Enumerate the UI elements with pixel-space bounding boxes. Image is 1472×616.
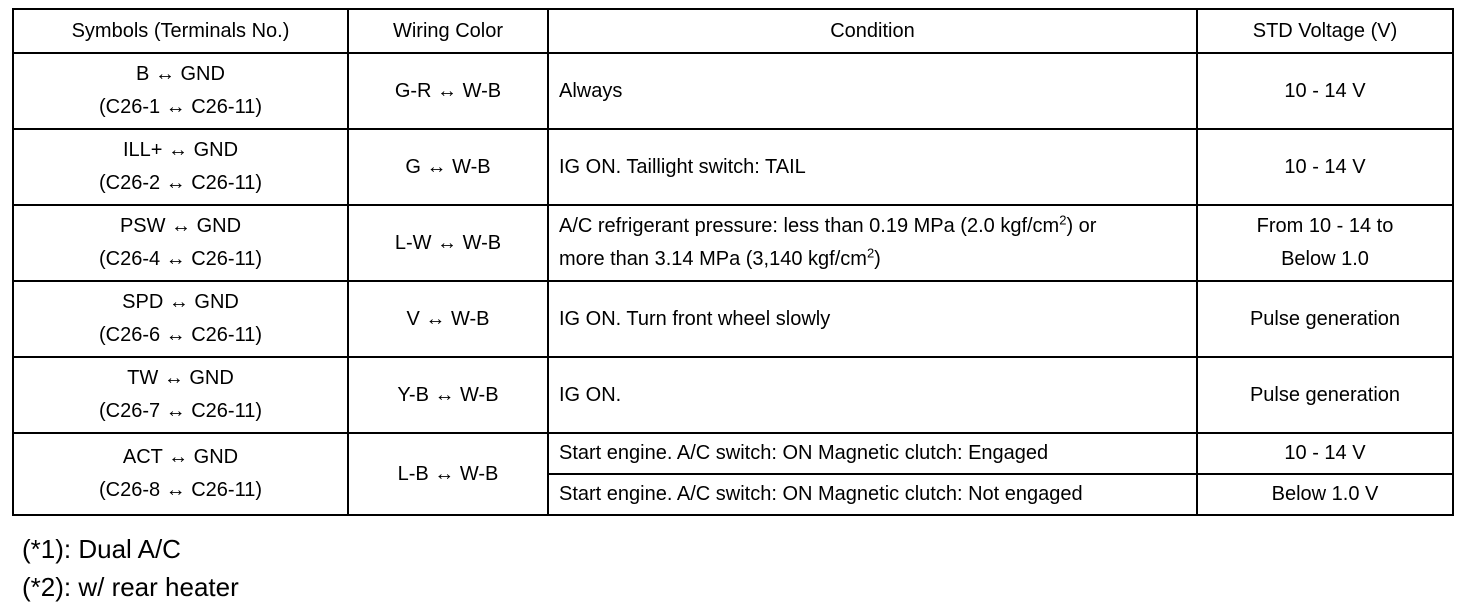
condition-cell: IG ON. Turn front wheel slowly (548, 281, 1197, 357)
voltage-line-2: Below 1.0 (1281, 248, 1369, 270)
footnote-rear-heater: (*2): w/ rear heater (22, 572, 239, 602)
wiring-cell: V ↔ W-B (348, 281, 548, 357)
table-row (13, 357, 1453, 433)
terminal-text: (C26-8 ↔ C26-11) (98, 479, 263, 501)
condition-line-2 (559, 243, 1186, 276)
voltage-cell: 10 - 14 V (1197, 129, 1453, 205)
table-row (13, 205, 1453, 281)
wiring-cell: G ↔ W-B (348, 129, 548, 205)
condition-cell: IG ON. Taillight switch: TAIL (548, 129, 1197, 205)
terminal-text: (C26-1 ↔ C26-11) (98, 96, 263, 118)
wiring-cell: G-R ↔ W-B (348, 53, 548, 129)
wiring-cell: L-B ↔ W-B (348, 433, 548, 515)
header-symbols: Symbols (Terminals No.) (13, 9, 348, 53)
symbol-text: SPD ↔ GND (122, 291, 239, 313)
footnote-dual-ac: (*1): Dual A/C (22, 534, 181, 564)
table-row (13, 433, 1453, 474)
terminal-text: (C26-4 ↔ C26-11) (98, 248, 263, 270)
terminal-text: (C26-2 ↔ C26-11) (98, 172, 263, 194)
footnotes (22, 530, 239, 606)
condition-text: A/C refrigerant pressure: less than 0.19 MPa (2.0 kgf/cm (559, 215, 1060, 237)
symbol-text: ACT ↔ GND (122, 446, 239, 468)
voltage-line-1: From 10 - 14 to (1256, 215, 1394, 237)
voltage-cell: 10 - 14 V (1197, 433, 1453, 474)
condition-text: more than 3.14 MPa (3,140 kgf/cm (559, 248, 867, 270)
symbol-text: ILL+ ↔ GND (122, 139, 239, 161)
header-wiring-color: Wiring Color (348, 9, 548, 53)
header-row (13, 9, 1453, 53)
condition-text: ) (874, 248, 881, 270)
superscript: 2 (1059, 212, 1067, 228)
terminal-text: (C26-6 ↔ C26-11) (98, 324, 263, 346)
voltage-cell: Below 1.0 V (1197, 474, 1453, 515)
header-std-voltage: STD Voltage (V) (1197, 9, 1453, 53)
wiring-cell: Y-B ↔ W-B (348, 357, 548, 433)
condition-text: ) or (1066, 215, 1097, 237)
condition-line-1 (559, 210, 1186, 243)
header-condition: Condition (548, 9, 1197, 53)
voltage-cell: 10 - 14 V (1197, 53, 1453, 129)
condition-cell: IG ON. (548, 357, 1197, 433)
symbol-cell (13, 433, 348, 515)
terminal-text: (C26-7 ↔ C26-11) (98, 400, 263, 422)
condition-cell: Start engine. A/C switch: ON Magnetic clutch: Engaged (548, 433, 1197, 474)
table-row (13, 129, 1453, 205)
symbol-cell (13, 205, 348, 281)
symbol-cell (13, 281, 348, 357)
voltage-cell (1197, 205, 1453, 281)
symbol-cell (13, 53, 348, 129)
symbol-text: B ↔ GND (136, 63, 225, 85)
symbol-cell (13, 129, 348, 205)
voltage-cell: Pulse generation (1197, 357, 1453, 433)
superscript: 2 (866, 245, 875, 261)
table-row (13, 53, 1453, 129)
symbol-cell (13, 357, 348, 433)
table-row (13, 281, 1453, 357)
condition-cell: Start engine. A/C switch: ON Magnetic clutch: Not engaged (548, 474, 1197, 515)
wiring-cell: L-W ↔ W-B (348, 205, 548, 281)
voltage-cell: Pulse generation (1197, 281, 1453, 357)
terminal-voltage-table (12, 8, 1454, 516)
condition-cell (548, 205, 1197, 281)
symbol-text: PSW ↔ GND (119, 215, 242, 237)
condition-cell: Always (548, 53, 1197, 129)
symbol-text: TW ↔ GND (127, 367, 234, 389)
terminal-voltage-table-container (12, 8, 1454, 516)
